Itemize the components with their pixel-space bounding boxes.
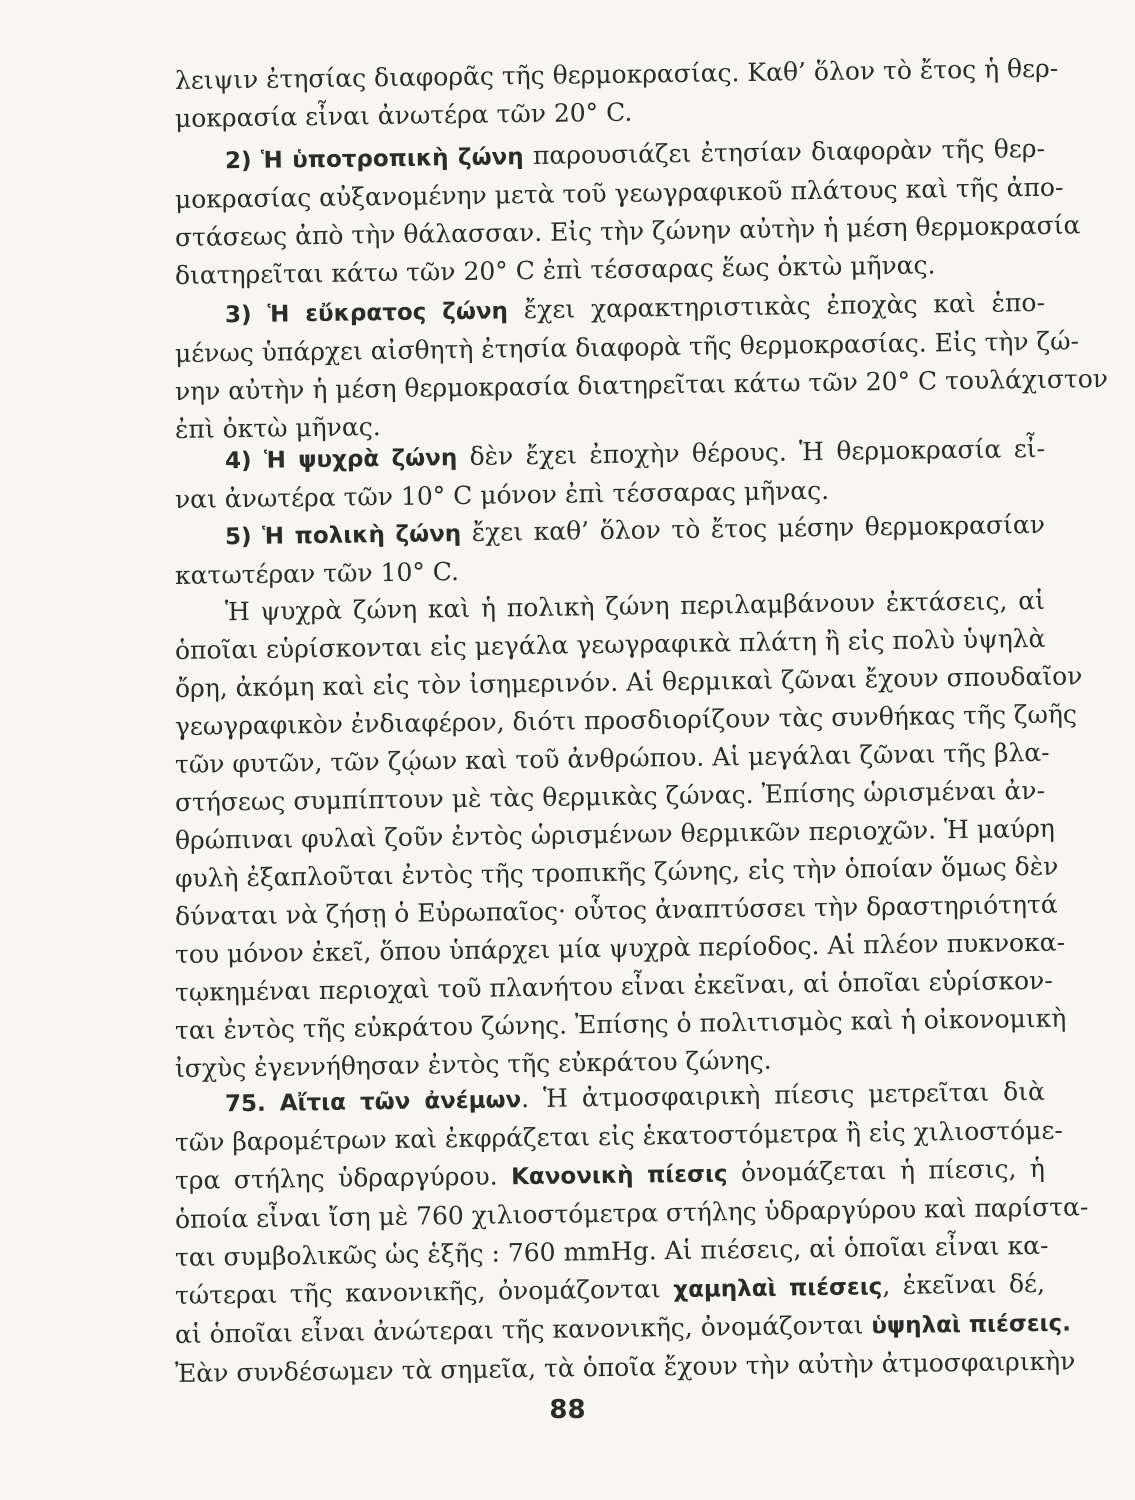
paragraph	[174, 585, 1083, 1088]
bold-term: Ἡ πολικὴ ζώνη	[261, 521, 462, 550]
text-run: νην αὐτὴν ἡ μέση θερμοκρασία διατηρεῖται κάτω τῶν 20° C τουλάχιστον	[174, 363, 1109, 406]
bold-term: Ἡ εὔκρατος ζώνη	[267, 298, 509, 328]
bold-term: 75. Αἴτια τῶν ἀνέμων	[224, 1087, 522, 1118]
text-run: θρώπιναι φυλαὶ ζοῦν ἐντὸς ὡρισμένων θερμικῶν περιοχῶν. Ἡ μαύρη	[174, 813, 1055, 855]
text-run: ὁποία εἶναι ἴση μὲ 760 χιλιοστόμετρα στήλης ὑδραργύρου καὶ παρίστα-	[174, 1192, 1089, 1234]
paragraph	[174, 133, 1081, 295]
text-run: κατωτέραν τῶν 10° C.	[174, 557, 460, 590]
text-run: μοκρασίας αὐξανομένην μετὰ τοῦ γεωγραφικοῦ πλάτους καὶ τῆς ἀπο-	[174, 172, 1064, 214]
bold-term: 3)	[224, 301, 268, 329]
text-run: φυλὴ ἐξαπλοῦται ἐντὸς τῆς τροπικῆς ζώνης, εἰς τὴν ὁποίαν ὅμως δὲν	[174, 851, 1059, 893]
paragraph	[174, 53, 1059, 138]
text-run: τῶν βαρομέτρων καὶ ἐκφράζεται εἰς ἑκατοστόμετρα ἢ εἰς χιλιοστόμε-	[174, 1115, 1064, 1157]
text-run: ἔχει χαρακτηριστικὰς ἐποχὰς καὶ ἑπο-	[507, 287, 1046, 325]
bold-term: ὑψηλαὶ πιέσεις.	[871, 1310, 1072, 1340]
text-run: ὁποῖαι εὑρίσκονται εἰς μεγάλα γεωγραφικὰ πλάτη ἢ εἰς πολὺ ὑψηλὰ	[174, 623, 1046, 665]
text-run: Ἐὰν συνδέσωμεν τὰ σημεῖα, τὰ ὁποῖα ἔχουν τὴν αὐτὴν ἀτμοσφαιρικὴν	[174, 1346, 1076, 1388]
text-run: διατηρεῖται κάτω τῶν 20° C ἐπὶ τέσσαρας ἕως ὀκτὼ μῆνας.	[174, 250, 936, 290]
bold-term: 2)	[224, 147, 262, 175]
text-run: ται συμβολικῶς ὡς ἑξῆς : 760 mmHg. Αἱ πιέσεις, αἱ ὁποῖαι εἶναι κα-	[174, 1230, 1049, 1272]
bold-term: Ἡ ψυχρὰ ζώνη	[263, 445, 458, 474]
bold-term: 4)	[224, 447, 265, 475]
text-run: αἱ ὁποῖαι εἶναι ἀνώτεραι τῆς κανονικῆς, ὀνομάζονται	[174, 1310, 872, 1349]
bold-term: 5)	[224, 523, 263, 551]
paragraph	[174, 287, 1109, 449]
text-run: λειψιν ἐτησίας διαφορᾶς τῆς θερμοκρασίας. Καθ’ ὅλον τὸ ἔτος ἡ θερ-	[174, 53, 1059, 95]
text-run: δύναται νὰ ζήσῃ ὁ Εὐρωπαῖος· οὗτος ἀναπτύσσει τὴν δραστηριότητά	[174, 889, 1058, 931]
text-run: τῳκημέναι περιοχαὶ τοῦ πλανήτου εἶναι ἐκεῖναι, αἱ ὁποῖαι εὑρίσκον-	[174, 965, 1053, 1007]
text-run: ται ἐντὸς τῆς εὐκράτου ζώνης. Ἐπίσης ὁ πολιτισμὸς καὶ ἡ οἰκονομικὴ	[174, 1003, 1067, 1045]
text-run: στήσεως συμπίπτουν μὲ τὰς θερμικὰς ζώνας. Ἐπίσης ὡρισμέναι ἀν-	[174, 775, 1046, 817]
text-run: γεωγραφικὸν ἐνδιαφέρον, διότι προσδιορίζουν τὰς συνθήκας τῆς ζωῆς	[174, 699, 1078, 741]
text-run: ὀνομάζεται ἡ πίεσις, ἡ	[727, 1153, 1046, 1188]
text-run: ἰσχὺς ἐγεννήθησαν ἐντὸς τῆς εὐκράτου ζώνης.	[174, 1045, 772, 1083]
bold-term: Ἡ ὑποτροπικὴ ζώνη	[260, 144, 524, 174]
text-run: τρα στήλης ὑδραργύρου.	[174, 1161, 512, 1195]
text-run: ὄρη, ἀκόμη καὶ εἰς τὸν ἰσημερινόν. Αἱ θερμικαὶ ζῶναι ἔχουν σπουδαῖον	[174, 661, 1083, 703]
text-run: του μόνον ἐκεῖ, ὅπου ὑπάρχει μία ψυχρὰ περίοδος. Αἱ πλέον πυκνοκα-	[174, 927, 1066, 969]
text-run: , ἐκεῖναι δέ,	[882, 1268, 1046, 1301]
text-run: ἐπὶ ὀκτὼ μῆνας.	[174, 412, 381, 444]
text-run: στάσεως ἀπὸ τὴν θάλασσαν. Εἰς τὴν ζώνην αὐτὴν ἡ μέση θερμοκρασία	[174, 210, 1081, 252]
text-run: παρουσιάζει ἐτησίαν διαφορὰν τῆς θερ-	[523, 133, 1046, 171]
bold-term: Κανονικὴ πίεσις	[510, 1161, 728, 1191]
text-run: τῶν φυτῶν, τῶν ζῴων καὶ τοῦ ἀνθρώπου. Αἱ μεγάλαι ζῶναι τῆς βλα-	[174, 737, 1050, 779]
text-run: δὲν ἔχει ἐποχὴν θέρους. Ἡ θερμοκρασία εἶ-	[457, 433, 1046, 472]
bold-term: χαμηλαὶ πιέσεις	[673, 1274, 883, 1304]
text-run: Ἡ ψυχρὰ ζώνη καὶ ἡ πολικὴ ζώνη περιλαμβάνουν ἐκτάσεις, αἱ	[224, 585, 1046, 627]
text-run: . Ἡ ἀτμοσφαιρικὴ πίεσις μετρεῖται διὰ	[520, 1076, 1046, 1114]
page-number: 88	[549, 1395, 586, 1425]
text-run: ἔχει καθ’ ὅλον τὸ ἔτος μέσην θερμοκρασίαν	[460, 509, 1046, 548]
text-run: μοκρασία εἶναι ἀνωτέρα τῶν 20° C.	[174, 97, 633, 133]
text-run: ναι ἀνωτέρα τῶν 10° C μόνον ἐπὶ τέσσαρας μῆνας.	[174, 475, 830, 514]
paragraph	[174, 1076, 1089, 1393]
text-run: τώτεραι τῆς κανονικῆς, ὀνομάζονται	[174, 1274, 674, 1310]
text-run: μένως ὑπάρχει αἰσθητὴ ἐτησία διαφορὰ τῆς θερμοκρασίας. Εἰς τὴν ζώ-	[174, 326, 1080, 368]
